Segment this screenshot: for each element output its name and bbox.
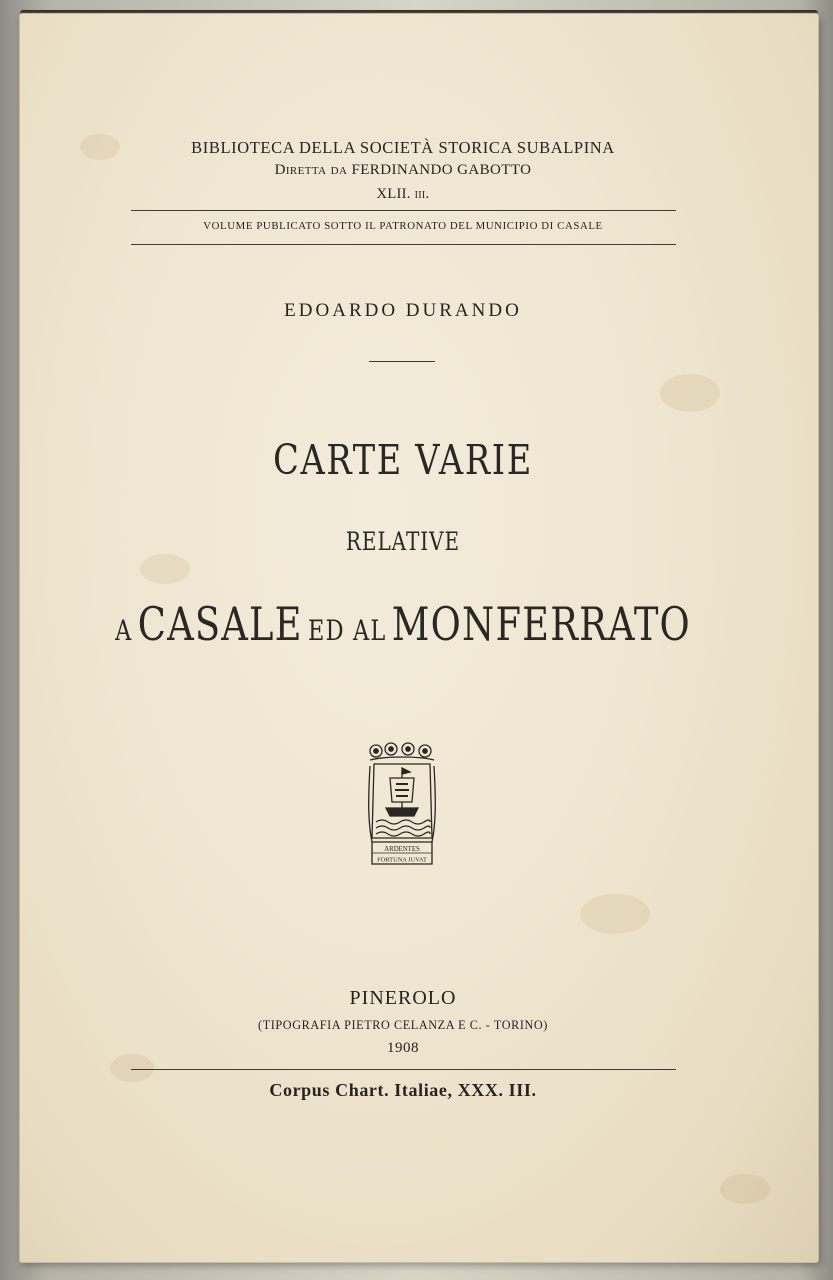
foxing-spot (660, 374, 720, 412)
title-line-2: RELATIVE (345, 527, 461, 556)
title-line-1: CARTE VARIE (273, 436, 533, 484)
emblem-motto-1: ARDENTES (384, 846, 420, 853)
series-volume-part: iii. (414, 186, 430, 202)
author-rule (369, 361, 435, 362)
imprint-city: PINEROLO (349, 987, 457, 1009)
series-editor-name: FERDINANDO GABOTTO (351, 162, 532, 178)
header-rule-top (131, 210, 676, 211)
imprint-rule (131, 1069, 676, 1070)
title-line-3 (81, 597, 726, 651)
emblem-motto-2: FORTUNA JUVAT (377, 856, 427, 864)
title-line-3-casale: CASALE (137, 597, 303, 651)
emblem-icon (366, 742, 438, 868)
series-title: BIBLIOTECA DELLA SOCIETÀ STORICA SUBALPINA (191, 138, 615, 157)
series-editor-prefix: Diretta da (274, 162, 348, 178)
imprint-year: 1908 (387, 1040, 419, 1056)
patronage-line: VOLUME PUBLICATO SOTTO IL PATRONATO DEL MUNICIPIO DI CASALE (203, 220, 603, 232)
title-line-3-monferrato: MONFERRATO (391, 597, 691, 651)
printer-emblem (366, 742, 438, 868)
series-volume-number: XLII. (376, 186, 411, 202)
foxing-spot (140, 554, 190, 584)
foxing-spot (580, 894, 650, 934)
foxing-spot (110, 1054, 154, 1082)
series-editor-line (0, 162, 806, 179)
corpus-line: Corpus Chart. Italiae, XXX. III. (269, 1080, 537, 1100)
title-line-3-ed-al: ED AL (308, 614, 387, 647)
title-line-3-a: A (115, 614, 133, 647)
imprint-printer: (TIPOGRAFIA PIETRO CELANZA E C. - TORINO) (258, 1018, 548, 1032)
header-rule-bottom (131, 244, 676, 245)
author-name: EDOARDO DURANDO (284, 300, 522, 321)
foxing-spot (720, 1174, 770, 1204)
series-volume (0, 186, 806, 203)
